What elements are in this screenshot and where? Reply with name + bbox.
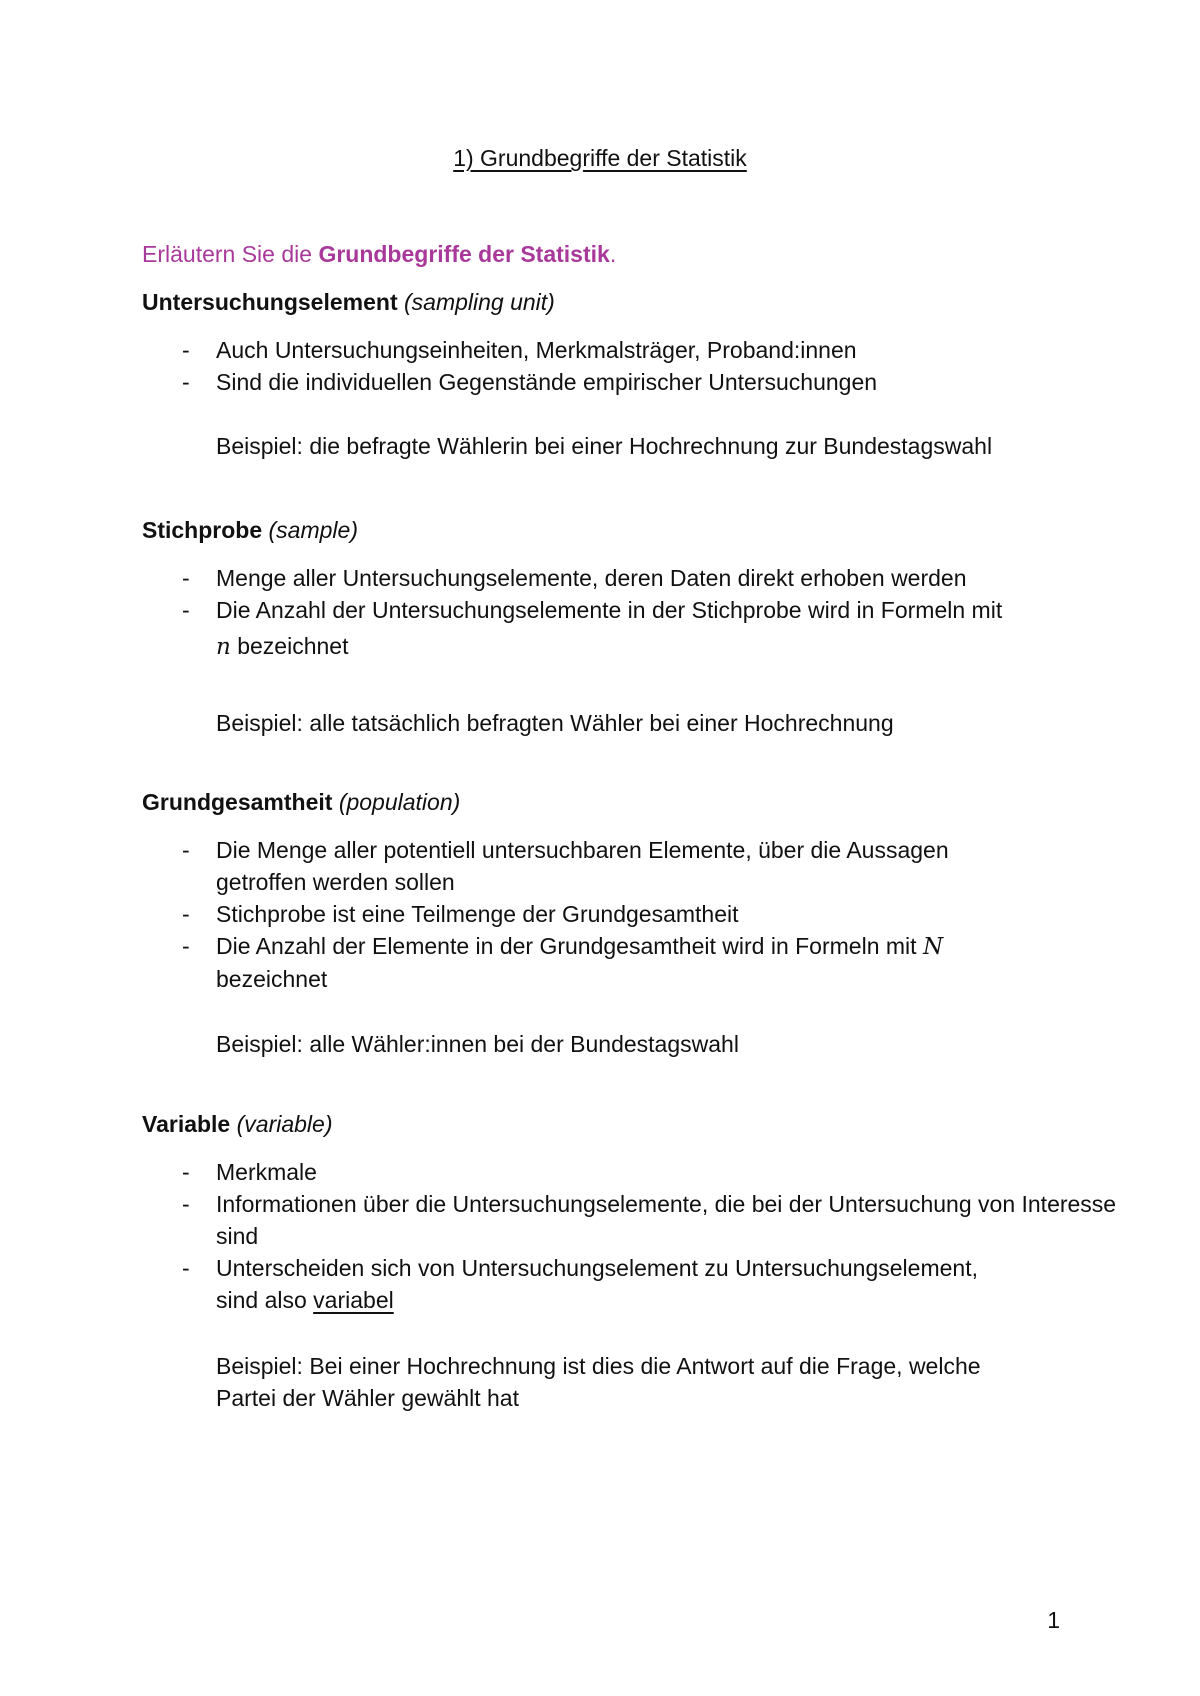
list-item-text: Die Menge aller potentiell untersuchbaren Elemente, über die Aussagen getroffen werden sollen [216,837,949,895]
list-item-text: Die Anzahl der Untersuchungselemente in der Stichprobe wird in Formeln mit [216,597,1003,623]
bullet-dash: - [182,597,190,623]
list-item [142,562,1082,594]
math-symbol-n: n [216,634,231,660]
list-item-text: Informationen über die Untersuchungselemente, die bei der Untersuchung von Interesse sind [216,1191,1117,1249]
bullet-list-untersuchungselement [142,334,1082,398]
section-heading-variable [142,1108,333,1140]
example-stichprobe: Beispiel: alle tatsächlich befragten Wähler bei einer Hochrechnung [216,710,894,736]
list-item-text-continued: sind also [216,1287,314,1313]
bullet-dash: - [182,901,190,927]
list-item-text: Sind die individuellen Gegenstände empirischer Untersuchungen [216,369,878,395]
question-prefix: Erläutern Sie die [142,241,319,267]
list-item-text: Menge aller Untersuchungselemente, deren Daten direkt erhoben werden [216,565,967,591]
section-term: Grundgesamtheit [142,789,333,815]
section-term: Variable [142,1111,231,1137]
section-heading-grundgesamtheit [142,786,460,818]
list-item [142,1156,1082,1188]
question-suffix: . [609,241,617,267]
bullet-dash: - [182,1255,190,1281]
list-item-text: Stichprobe ist eine Teilmenge der Grundgesamtheit [216,901,739,927]
bullet-dash: - [182,837,190,863]
list-item [142,366,1082,398]
example-line-2: Partei der Wähler gewählt hat [216,1385,519,1411]
list-item-text-continued: bezeichnet [216,966,328,992]
list-item-text: Unterscheiden sich von Untersuchungselement zu Untersuchungselement, [216,1255,978,1281]
list-item [142,930,1082,995]
section-english: (sampling unit) [404,289,555,315]
underlined-term: variabel [313,1287,394,1313]
page-title: 1) Grundbegriffe der Statistik [453,145,747,171]
example-untersuchungselement: Beispiel: die befragte Wählerin bei einer Hochrechnung zur Bundestagswahl [216,433,993,459]
example-grundgesamtheit: Beispiel: alle Wähler:innen bei der Bundestagswahl [216,1031,739,1057]
bullet-dash: - [182,565,190,591]
list-item-text: Merkmale [216,1159,317,1185]
list-item [142,898,1082,930]
section-heading-untersuchungselement [142,286,555,318]
example-line-1: Beispiel: Bei einer Hochrechnung ist dies die Antwort auf die Frage, welche [216,1353,981,1379]
bullet-list-grundgesamtheit [142,834,1082,995]
page-number: 1 [1047,1607,1060,1633]
list-item-text: Die Anzahl der Elemente in der Grundgesamtheit wird in Formeln mit [216,933,917,959]
bullet-list-variable [142,1156,1117,1316]
bullet-dash: - [182,369,190,395]
list-item-text-continued: bezeichnet [230,633,349,659]
list-item [142,1252,1082,1316]
section-heading-stichprobe [142,514,358,546]
bullet-dash: - [182,933,190,959]
section-english: (population) [338,789,461,815]
list-item [142,594,1082,663]
example-variable [216,1350,1096,1414]
bullet-dash: - [182,1191,190,1217]
question-bold: Grundbegriffe der Statistik [318,241,610,267]
section-english: (variable) [236,1111,333,1137]
question-prompt [142,238,616,270]
bullet-dash: - [182,337,190,363]
list-item-text: Auch Untersuchungseinheiten, Merkmalsträger, Proband:innen [216,337,857,363]
bullet-dash: - [182,1159,190,1185]
list-item [142,334,1082,366]
section-term: Untersuchungselement [142,289,398,315]
list-item [142,1188,1126,1252]
section-term: Stichprobe [142,517,263,543]
list-item [142,834,1006,898]
math-symbol-N: N [922,934,944,960]
bullet-list-stichprobe [142,562,1082,663]
section-english: (sample) [268,517,358,543]
